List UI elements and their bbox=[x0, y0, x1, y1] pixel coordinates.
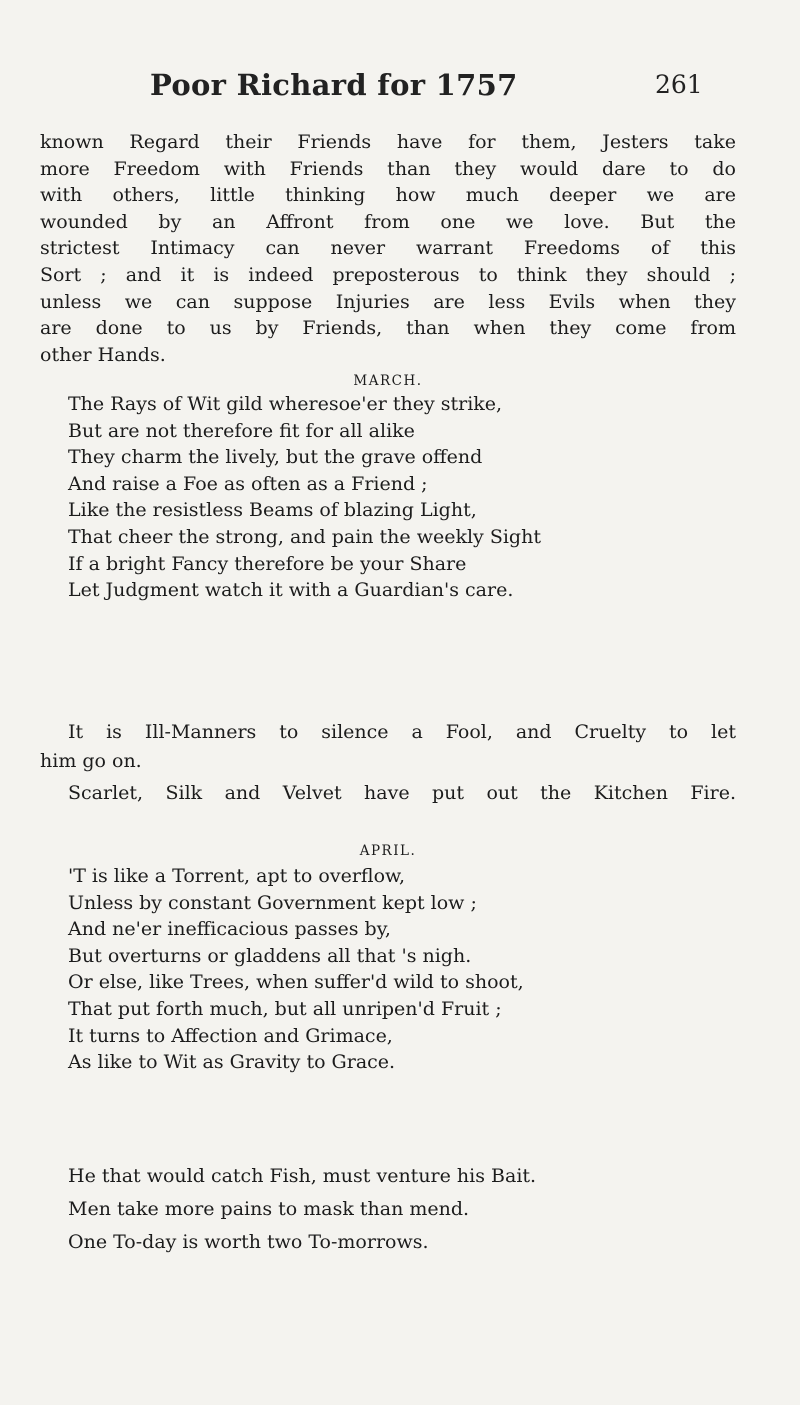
running-title: Poor Richard for 1757 bbox=[150, 68, 518, 102]
verse-line: That cheer the strong, and pain the weekly Sight bbox=[68, 525, 541, 548]
prose-line: It is Ill-Manners to silence a Fool, and Cruelty to let bbox=[68, 721, 736, 743]
running-head bbox=[0, 66, 800, 106]
paragraph-line: more Freedom with Friends than they would dare to do bbox=[40, 157, 736, 180]
march-heading: MARCH. bbox=[353, 373, 423, 389]
proverb-line: He that would catch Fish, must venture his Bait. bbox=[68, 1165, 537, 1187]
page-number: 261 bbox=[655, 70, 703, 99]
march-prose-1 bbox=[40, 718, 736, 776]
verse-line: It turns to Affection and Grimace, bbox=[68, 1024, 393, 1047]
verse-line: If a bright Fancy therefore be your Share bbox=[68, 552, 467, 575]
prose-line: him go on. bbox=[40, 750, 142, 772]
paragraph-line: strictest Intimacy can never warrant Freedoms of this bbox=[40, 237, 736, 260]
proverb-line: Men take more pains to mask than mend. bbox=[68, 1198, 470, 1220]
proverb-line: One To-day is worth two To-morrows. bbox=[68, 1231, 429, 1253]
paragraph-line: Sort ; and it is indeed preposterous to think they should ; bbox=[40, 263, 736, 286]
verse-line: And raise a Foe as often as a Friend ; bbox=[68, 472, 428, 495]
paragraph-line: unless we can suppose Injuries are less Evils when they bbox=[40, 290, 736, 313]
paragraph-line: wounded by an Affront from one we love. But the bbox=[40, 210, 736, 233]
paragraph-line: are done to us by Friends, than when they come from bbox=[40, 317, 736, 340]
verse-line: But are not therefore fit for all alike bbox=[68, 419, 415, 442]
march-prose-2: Scarlet, Silk and Velvet have put out the Kitchen Fire. bbox=[68, 782, 736, 804]
verse-line: Or else, like Trees, when suffer'd wild to shoot, bbox=[68, 971, 524, 994]
verse-line: Like the resistless Beams of blazing Light, bbox=[68, 499, 477, 522]
verse-line: The Rays of Wit gild wheresoe'er they strike, bbox=[68, 393, 503, 415]
opening-paragraph bbox=[40, 129, 736, 368]
april-verse bbox=[68, 863, 524, 1076]
april-heading: APRIL. bbox=[359, 843, 417, 859]
verse-line: They charm the lively, but the grave offend bbox=[68, 446, 483, 469]
verse-line: But overturns or gladdens all that 's nigh. bbox=[68, 944, 472, 967]
paragraph-line: with others, little thinking how much deeper we are bbox=[40, 184, 736, 207]
paragraph-line: known Regard their Friends have for them, Jesters take bbox=[40, 131, 736, 153]
verse-line: 'T is like a Torrent, apt to overflow, bbox=[68, 865, 406, 887]
paragraph-line: other Hands. bbox=[40, 343, 166, 366]
verse-line: Let Judgment watch it with a Guardian's care. bbox=[68, 579, 514, 602]
verse-line: As like to Wit as Gravity to Grace. bbox=[68, 1051, 396, 1074]
verse-line: That put forth much, but all unripen'd Fruit ; bbox=[68, 997, 502, 1020]
verse-line: Unless by constant Government kept low ; bbox=[68, 891, 477, 914]
march-verse bbox=[68, 391, 541, 604]
verse-line: And ne'er inefficacious passes by, bbox=[68, 918, 391, 941]
